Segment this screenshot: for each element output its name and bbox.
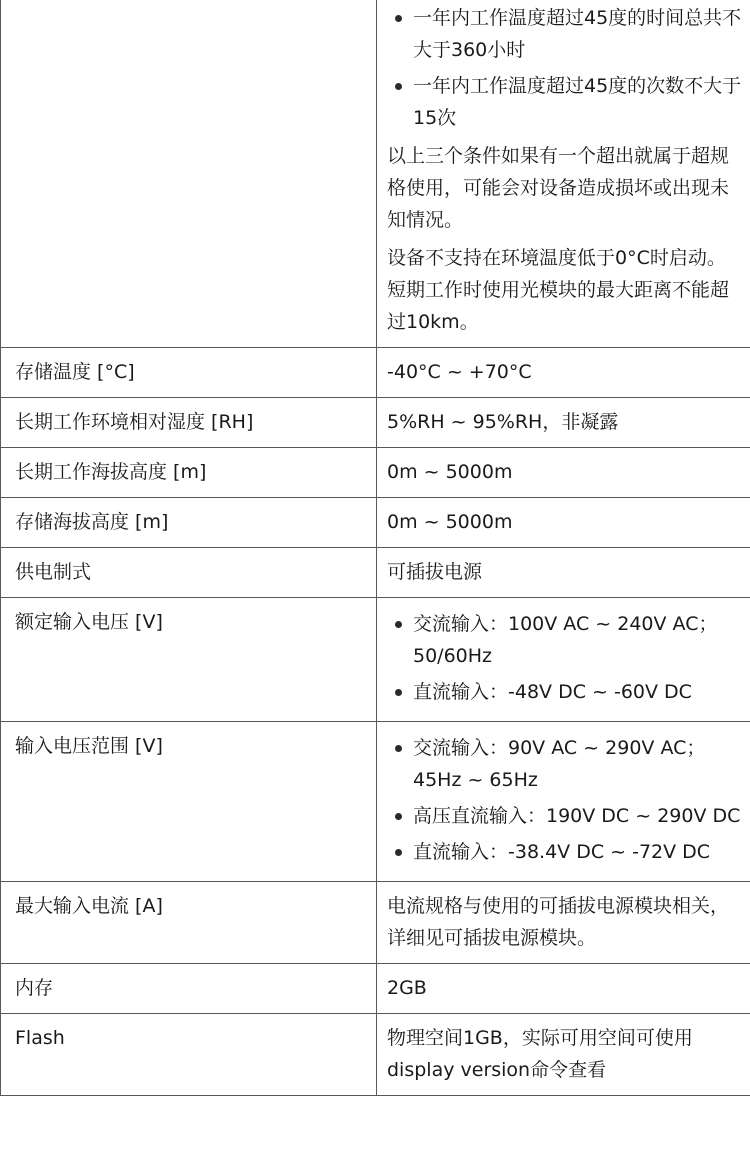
row-value: 物理空间1GB，实际可用空间可使用display version命令查看: [377, 1014, 750, 1096]
table-row: [1, 0, 750, 348]
note-paragraph: 以上三个条件如果有一个超出就属于超规格使用，可能会对设备造成损坏或出现未知情况。: [387, 145, 730, 231]
table-row: [1, 498, 750, 548]
table-row: [1, 348, 750, 398]
list-item: 交流输入：90V AC ~ 290V AC；45Hz ~ 65Hz: [387, 732, 742, 796]
table-row: [1, 548, 750, 598]
list-item: 一年内工作温度超过45度的时间总共不大于360小时: [387, 2, 742, 66]
row-value: [377, 722, 750, 882]
table-row: [1, 964, 750, 1014]
row-value: 2GB: [377, 964, 750, 1014]
row-label: 存储海拔高度 [m]: [1, 498, 377, 548]
bullet-list: [387, 732, 742, 868]
row-value: 5%RH ~ 95%RH，非凝露: [377, 398, 750, 448]
row-label: 长期工作环境相对湿度 [RH]: [1, 398, 377, 448]
row-label: [1, 0, 377, 348]
table-row: [1, 598, 750, 722]
row-label: 额定输入电压 [V]: [1, 598, 377, 722]
note-paragraph: 设备不支持在环境温度低于0°C时启动。短期工作时使用光模块的最大距离不能超过10km。: [387, 247, 730, 333]
row-label: 长期工作海拔高度 [m]: [1, 448, 377, 498]
list-item: 直流输入：-48V DC ~ -60V DC: [387, 676, 742, 708]
row-value: 电流规格与使用的可插拔电源模块相关，详细见可插拔电源模块。: [377, 882, 750, 964]
table-row: [1, 398, 750, 448]
row-value: [377, 0, 750, 348]
row-label: 供电制式: [1, 548, 377, 598]
row-value: [377, 598, 750, 722]
row-value: 0m ~ 5000m: [377, 448, 750, 498]
table-row: [1, 882, 750, 964]
row-value: -40°C ~ +70°C: [377, 348, 750, 398]
list-item: 一年内工作温度超过45度的次数不大于15次: [387, 70, 742, 134]
row-value: 可插拔电源: [377, 548, 750, 598]
row-label: 内存: [1, 964, 377, 1014]
bullet-list: [387, 2, 742, 134]
list-item: 交流输入：100V AC ~ 240V AC；50/60Hz: [387, 608, 742, 672]
row-label: 输入电压范围 [V]: [1, 722, 377, 882]
list-item: 直流输入：-38.4V DC ~ -72V DC: [387, 836, 742, 868]
row-label: 存储温度 [°C]: [1, 348, 377, 398]
table-row: [1, 448, 750, 498]
row-label: Flash: [1, 1014, 377, 1096]
table-row: [1, 1014, 750, 1096]
row-label: 最大输入电流 [A]: [1, 882, 377, 964]
row-value: 0m ~ 5000m: [377, 498, 750, 548]
bullet-list: [387, 608, 742, 708]
table-row: [1, 722, 750, 882]
list-item: 高压直流输入：190V DC ~ 290V DC: [387, 800, 742, 832]
